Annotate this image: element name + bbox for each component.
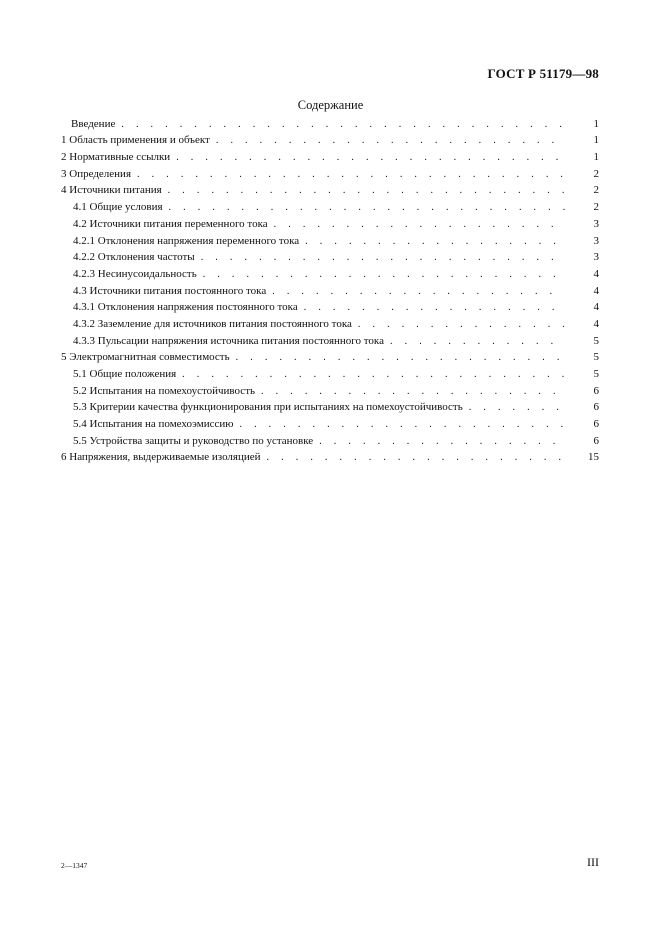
toc-leader-dots <box>358 318 565 331</box>
toc-entry <box>61 264 599 281</box>
toc-entry-title: 1 Область применения и объект <box>61 134 210 147</box>
toc-entry-title: 5.4 Испытания на помехоэмиссию <box>73 418 234 431</box>
toc-leader-dots <box>236 351 565 364</box>
toc-entry-page: 3 <box>593 217 599 230</box>
toc-leader-dots <box>274 218 565 231</box>
toc-entry-title: 4.1 Общие условия <box>73 201 163 214</box>
toc-entry-title: 4.2.2 Отклонения частоты <box>73 251 195 264</box>
document-code: ГОСТ Р 51179—98 <box>487 66 599 81</box>
toc-entry-page: 3 <box>593 251 599 264</box>
toc-leader-dots <box>239 418 565 431</box>
toc-entry <box>61 348 599 365</box>
toc-entry <box>61 181 599 198</box>
toc-entry-title: 4 Источники питания <box>61 184 162 197</box>
toc-entry-page: 5 <box>593 334 599 347</box>
toc-leader-dots <box>182 368 565 381</box>
toc-entry <box>61 147 599 164</box>
toc-leader-dots <box>121 118 565 131</box>
toc-leader-dots <box>176 151 565 164</box>
toc-entry-title: Введение <box>71 117 116 130</box>
toc-entry <box>61 231 599 248</box>
toc-entry-page: 4 <box>593 284 599 297</box>
toc-entry-page: 6 <box>593 418 599 431</box>
toc-entry <box>61 131 599 148</box>
toc-entry-title: 4.3.2 Заземление для источников питания постоянного тока <box>73 317 352 330</box>
toc-entry <box>61 448 599 465</box>
toc-leader-dots <box>305 235 565 248</box>
toc-entry-title: 5 Электромагнитная совместимость <box>61 351 230 364</box>
toc-entry-page: 4 <box>593 301 599 314</box>
toc-leader-dots <box>203 268 565 281</box>
print-mark: 2—1347 <box>61 861 88 870</box>
toc-entry <box>61 381 599 398</box>
toc-leader-dots <box>216 134 565 147</box>
toc-entry-page: 6 <box>593 401 599 414</box>
toc-entry-title: 4.2.3 Несинусоидальность <box>73 267 197 280</box>
toc-leader-dots <box>169 201 565 214</box>
toc-entry <box>61 214 599 231</box>
toc-entry-title: 4.2 Источники питания переменного тока <box>73 217 268 230</box>
toc-leader-dots <box>261 385 565 398</box>
toc-entry-title: 4.2.1 Отклонения напряжения переменного тока <box>73 234 300 247</box>
toc-entry-title: 2 Нормативные ссылки <box>61 151 171 164</box>
toc-leader-dots <box>304 301 565 314</box>
toc-entry <box>61 398 599 415</box>
toc-entry-page: 6 <box>593 384 599 397</box>
page-number: III <box>587 855 599 869</box>
toc-entry <box>61 331 599 348</box>
toc-entry-title: 6 Напряжения, выдерживаемые изоляцией <box>61 451 261 464</box>
toc-entry-page: 2 <box>593 201 599 214</box>
toc-entry-title: 5.5 Устройства защиты и руководство по установке <box>73 434 314 447</box>
toc-leader-dots <box>272 285 565 298</box>
toc-leader-dots <box>168 184 565 197</box>
toc-entry-title: 5.1 Общие положения <box>73 368 177 380</box>
toc-entry-page: 4 <box>593 317 599 330</box>
toc-entry-page: 15 <box>588 451 599 464</box>
toc-leader-dots <box>469 401 565 414</box>
toc-entry-page: 5 <box>593 351 599 364</box>
toc-entry-title: 4.3 Источники питания постоянного тока <box>73 284 267 297</box>
toc-entry-title: 4.3.3 Пульсации напряжения источника питания постоянного тока <box>73 334 384 347</box>
toc-entry <box>61 314 599 331</box>
toc-entry <box>61 431 599 448</box>
toc-entry <box>61 164 599 181</box>
toc-entry-title: 5.3 Критерии качества функционирования при испытаниях на помехоустойчивость <box>73 401 463 414</box>
toc-entry <box>61 364 599 381</box>
toc-entry-page: 2 <box>593 184 599 197</box>
toc-entry-page: 1 <box>593 134 599 147</box>
toc-entry <box>61 248 599 265</box>
toc-entry-title: 5.2 Испытания на помехоустойчивость <box>73 384 256 397</box>
toc-entry <box>61 114 599 131</box>
toc-entry-page: 3 <box>593 234 599 247</box>
toc-leader-dots <box>319 435 565 448</box>
toc-entry <box>61 298 599 315</box>
toc-leader-dots <box>137 168 565 181</box>
table-of-contents <box>61 114 599 464</box>
toc-entry <box>61 197 599 214</box>
toc-title: Содержание <box>297 98 364 112</box>
toc-entry-page: 5 <box>593 368 599 380</box>
toc-entry <box>61 414 599 431</box>
toc-entry-title: 4.3.1 Отклонения напряжения постоянного тока <box>73 301 298 314</box>
toc-entry-page: 1 <box>593 117 599 130</box>
toc-leader-dots <box>201 251 565 264</box>
toc-entry-page: 1 <box>593 151 599 164</box>
toc-leader-dots <box>267 451 565 464</box>
toc-entry-title: 3 Определения <box>61 167 132 180</box>
toc-entry <box>61 281 599 298</box>
toc-entry-page: 2 <box>593 167 599 180</box>
toc-leader-dots <box>390 335 565 348</box>
toc-entry-page: 6 <box>593 434 599 447</box>
toc-entry-page: 4 <box>593 267 599 280</box>
